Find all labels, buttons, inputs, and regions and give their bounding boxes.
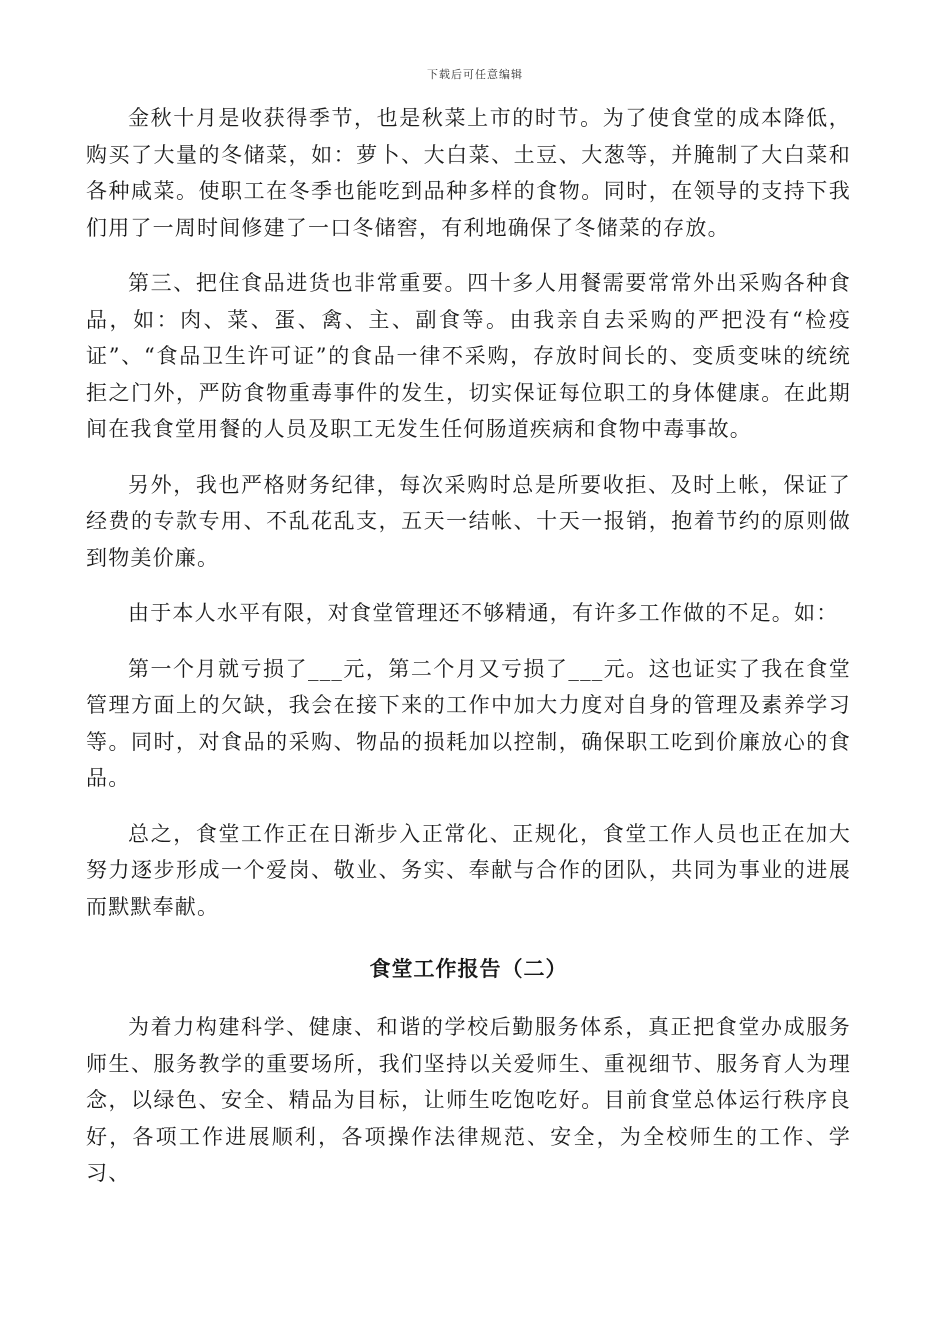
page-header-note: 下载后可任意编辑 (427, 68, 523, 81)
document-body (86, 100, 851, 1211)
paragraph-losses: 第一个月就亏损了___元，第二个月又亏损了___元。这也证实了我在食堂管理方面上的欠缺，我会在接下来的工作中加大力度对自身的管理及素养学习等。同时，对食品的采购、物品的损耗加以控制，确保职工吃到价廉放心的食品。 (86, 656, 851, 790)
paragraph-winter-vegetables: 金秋十月是收获得季节，也是秋菜上市的时节。为了使食堂的成本降低，购买了大量的冬储菜，如：萝卜、大白菜、土豆、大葱等，并腌制了大白菜和各种咸菜。使职工在冬季也能吃到品种多样的食物。同时，在领导的支持下我们用了一周时间修建了一口冬储窖，有利地确保了冬储菜的存放。 (86, 106, 851, 240)
paragraph-financial-discipline: 另外，我也严格财务纪律，每次采购时总是所要收拒、及时上帐，保证了经费的专款专用、不乱花乱支，五天一结帐、十天一报销，抱着节约的原则做到物美价廉。 (86, 472, 851, 570)
paragraph-section2-intro: 为着力构建科学、健康、和谐的学校后勤服务体系，真正把食堂办成服务师生、服务教学的重要场所，我们坚持以关爱师生、重视细节、服务育人为理念，以绿色、安全、精品为目标，让师生吃饱吃好。目前食堂总体运行秩序良好，各项工作进展顺利，各项操作法律规范、安全，为全校师生的工作、学习、 (86, 1015, 851, 1185)
paragraph-shortcomings: 由于本人水平有限，对食堂管理还不够精通，有许多工作做的不足。如： (128, 601, 839, 625)
section-title: 食堂工作报告（二） (369, 956, 568, 981)
paragraph-summary: 总之，食堂工作正在日渐步入正常化、正规化，食堂工作人员也正在加大努力逐步形成一个爱岗、敬业、务实、奉献与合作的团队，共同为事业的进展而默默奉献。 (86, 821, 851, 919)
paragraph-food-procurement: 第三、把住食品进货也非常重要。四十多人用餐需要常常外出采购各种食品，如：肉、菜、蛋、禽、主、副食等。由我亲自去采购的严把没有“检疫证”、“食品卫生许可证”的食品一律不采购，存放时间长的、变质变味的统统拒之门外，严防食物重毒事件的发生，切实保证每位职工的身体健康。在此期间在我食堂用餐的人员及职工无发生任何肠道疾病和食物中毒事故。 (86, 271, 851, 441)
